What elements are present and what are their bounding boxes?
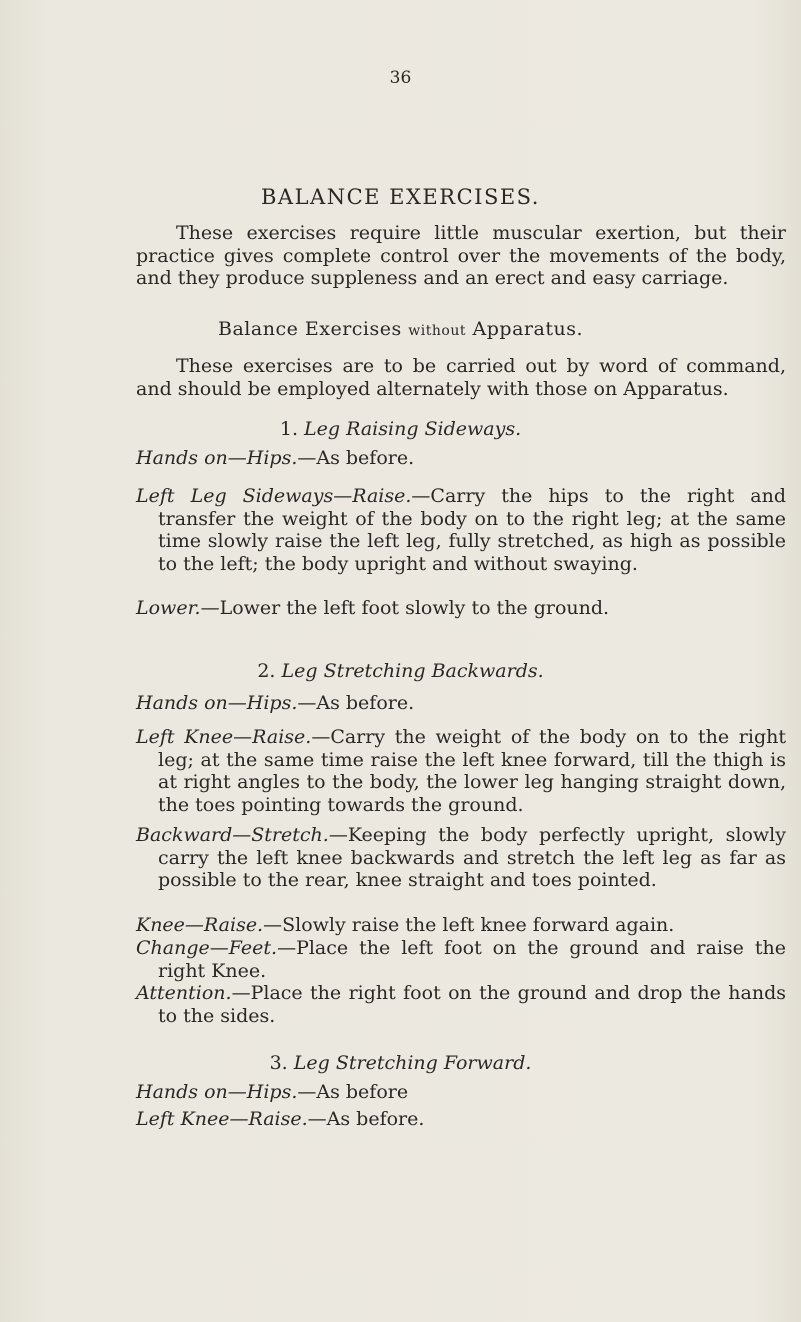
command: Left Leg Sideways—Raise. <box>136 485 412 507</box>
instruction: —Carry the hips to the right and transfer the weight of the body on to the right leg; at the same time slowly raise the left leg, fully stretched, as high as possible to the left; the body upright and without swaying. <box>158 485 786 575</box>
instruction: —Place the right foot on the ground and drop the hands to the sides. <box>158 982 786 1027</box>
intro-text: These exercises require little muscular exertion, but their practice gives complete control over the movements of the body, and they produce suppleness and an erect and easy carriage. <box>136 222 786 289</box>
instruction: —As before. <box>297 692 415 714</box>
exercise-2-step-1 <box>136 692 786 715</box>
command: Left Knee—Raise. <box>136 726 312 748</box>
intro-paragraph <box>136 222 786 290</box>
command: Hands on—Hips. <box>136 447 298 469</box>
command: Hands on—Hips. <box>136 692 298 714</box>
section-heading-part3: Apparatus. <box>472 318 583 340</box>
exercise-1-step-3 <box>136 597 786 620</box>
instruction: —As before <box>297 1081 409 1103</box>
page-number: 36 <box>389 68 412 88</box>
exercise-3-step-2 <box>136 1108 786 1131</box>
exercise-3-number: 3. <box>269 1052 288 1074</box>
exercise-1-number: 1. <box>279 418 298 440</box>
command: Lower. <box>136 597 201 619</box>
section-intro <box>136 355 786 400</box>
section-heading <box>0 318 801 340</box>
exercise-2-step-6 <box>136 982 786 1027</box>
instruction: —As before. <box>297 447 415 469</box>
exercise-3-heading <box>0 1052 801 1074</box>
exercise-1-title: Leg Raising Sideways. <box>304 418 522 440</box>
exercise-2-number: 2. <box>257 660 276 682</box>
command: Attention. <box>136 982 232 1004</box>
exercise-2-step-2 <box>136 726 786 816</box>
instruction: —Slowly raise the left knee forward again. <box>263 914 675 936</box>
exercise-2-title: Leg Stretching Backwards. <box>281 660 544 682</box>
exercise-2-step-4 <box>136 914 786 937</box>
exercise-2-heading <box>0 660 801 682</box>
instruction: —Place the left foot on the ground and raise the right Knee. <box>158 937 786 982</box>
section-heading-part1: Balance Exercises <box>218 318 402 340</box>
instruction: —As before. <box>307 1108 425 1130</box>
instruction: —Carry the weight of the body on to the right leg; at the same time raise the left knee forward, till the thigh is at right angles to the body, the lower leg hanging straight down, the toes pointing towards the ground. <box>158 726 786 816</box>
command: Hands on—Hips. <box>136 1081 298 1103</box>
exercise-1-step-1 <box>136 447 786 470</box>
exercise-1-heading <box>0 418 801 440</box>
page-title: BALANCE EXERCISES. <box>261 185 540 209</box>
command: Change—Feet. <box>136 937 278 959</box>
exercise-2-step-5 <box>136 937 786 982</box>
section-intro-text: These exercises are to be carried out by word of command, and should be employed alternately with those on Apparatus. <box>136 355 786 400</box>
command: Backward—Stretch. <box>136 824 329 846</box>
exercise-3-title: Leg Stretching Forward. <box>293 1052 532 1074</box>
command: Left Knee—Raise. <box>136 1108 308 1130</box>
exercise-2-step-3 <box>136 824 786 892</box>
exercise-1-step-2 <box>136 485 786 575</box>
instruction: —Keeping the body perfectly upright, slowly carry the left knee backwards and stretch the left leg as far as possible to the rear, knee straight and toes pointed. <box>158 824 786 891</box>
exercise-3-step-1 <box>136 1081 786 1104</box>
section-heading-part2: without <box>408 323 466 339</box>
instruction: —Lower the left foot slowly to the ground. <box>200 597 610 619</box>
command: Knee—Raise. <box>136 914 264 936</box>
